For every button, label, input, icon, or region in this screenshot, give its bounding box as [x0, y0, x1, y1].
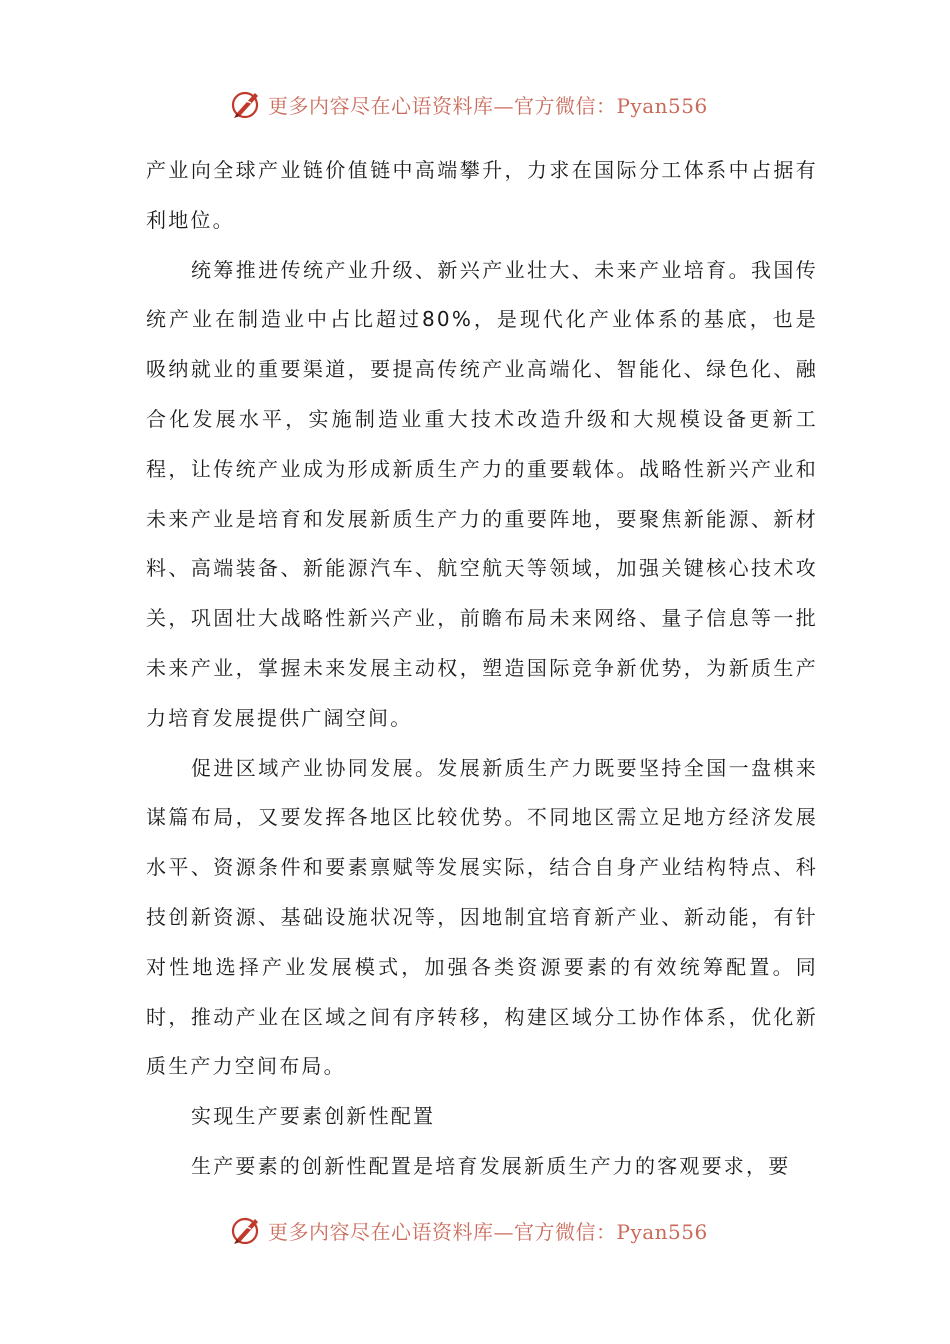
paragraph-production-factors: 生产要素的创新性配置是培育发展新质生产力的客观要求，要 [191, 1153, 791, 1178]
paragraph-continuation: 产业向全球产业链价值链中高端攀升，力求在国际分工体系中占据有利地位。 [146, 158, 818, 232]
pen-logo-icon [228, 86, 264, 122]
paragraph-regional-coordination: 促进区域产业协同发展。发展新质生产力既要坚持全国一盘棋来谋篇布局，又要发挥各地区比较优势。不同地区需立足地方经济发展水平、资源条件和要素禀赋等发展实际，结合自身产业结构特点、科技创新资源、基础设施状况等，因地制宜培育新产业、新动能，有针对性地选择产业发展模式，加强各类资源要素的有效统筹配置。同时，推动产业在区域之间有序转移，构建区域分工协作体系，优化新质生产力空间布局。 [146, 755, 818, 1079]
header-watermark-text: 更多内容尽在心语资料库—官方微信：Pyan556 [268, 93, 708, 118]
section-heading: 实现生产要素创新性配置 [191, 1104, 436, 1129]
paragraph-industry-upgrade: 统筹推进传统产业升级、新兴产业壮大、未来产业培育。我国传统产业在制造业中占比超过80%，是现代化产业体系的基底，也是吸纳就业的重要渠道，要提高传统产业高端化、智能化、绿色化、融合化发展水平，实施制造业重大技术改造升级和大规模设备更新工程，让传统产业成为形成新质生产力的重要载体。战略性新兴产业和未来产业是培育和发展新质生产力的重要阵地，要聚焦新能源、新材料、高端装备、新能源汽车、航空航天等领域，加强关键核心技术攻关，巩固壮大战略性新兴产业，前瞻布局未来网络、量子信息等一批未来产业，掌握未来发展主动权，塑造国际竞争新优势，为新质生产力培育发展提供广阔空间。 [146, 257, 818, 730]
header-watermark [228, 84, 748, 124]
footer-watermark [228, 1210, 748, 1250]
pen-logo-icon [228, 1212, 264, 1248]
footer-watermark-text: 更多内容尽在心语资料库—官方微信：Pyan556 [268, 1219, 708, 1244]
document-body [146, 146, 818, 1192]
